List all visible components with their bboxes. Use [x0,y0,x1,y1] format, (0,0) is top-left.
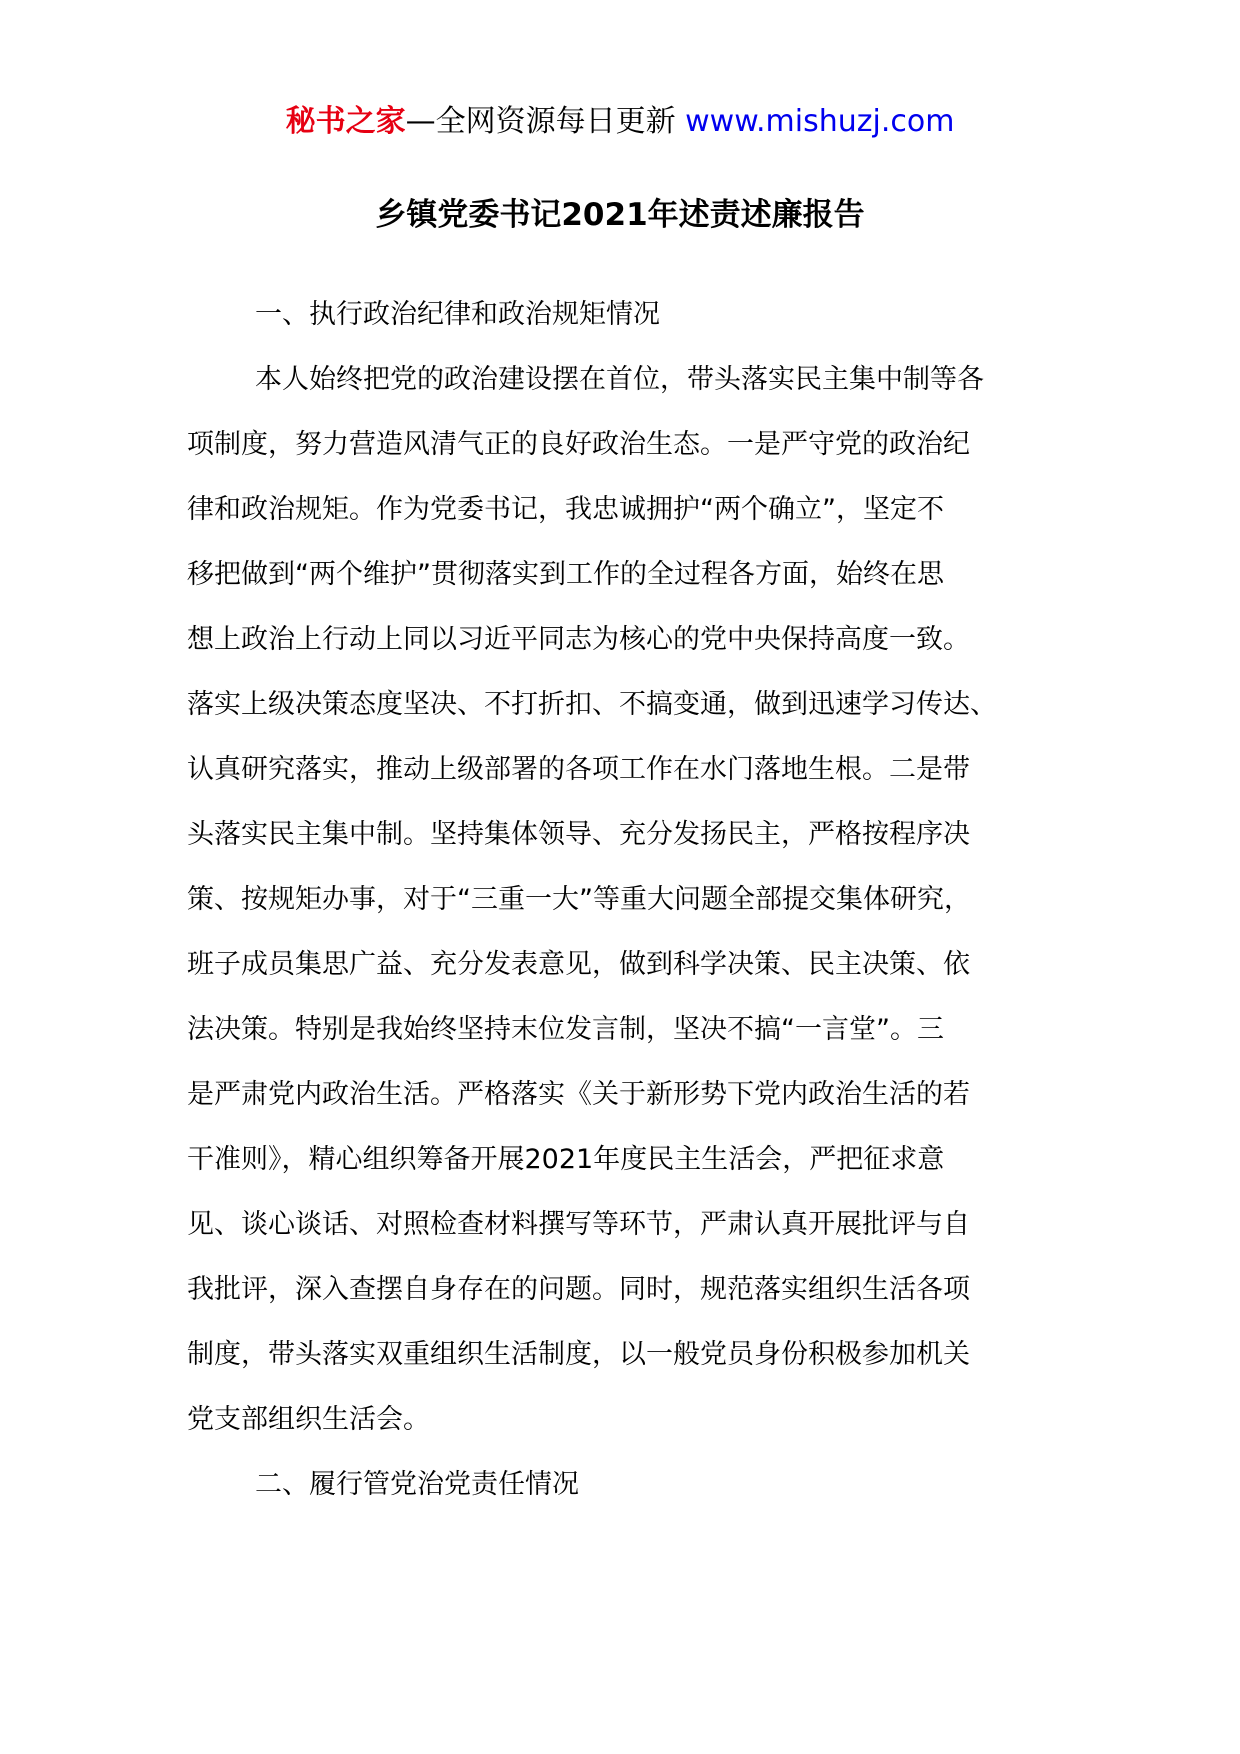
paragraph-line: 移把做到“两个维护”贯彻落实到工作的全过程各方面，始终在思 [187,559,944,590]
paragraph-line: 党支部组织生活会。 [187,1404,430,1435]
section-heading-1: 一、执行政治纪律和政治规矩情况 [255,299,660,330]
paragraph-line: 制度，带头落实双重组织生活制度，以一般党员身份积极参加机关 [187,1339,970,1370]
paragraph-line: 想上政治上行动上同以习近平同志为核心的党中央保持高度一致。 [187,624,970,655]
section-heading-2: 二、履行管党治党责任情况 [255,1469,579,1500]
paragraph-line: 本人始终把党的政治建设摆在首位，带头落实民主集中制等各 [255,364,984,395]
paragraph-line: 律和政治规矩。作为党委书记，我忠诚拥护“两个确立”，坚定不 [187,494,944,525]
paragraph-line: 是严肃党内政治生活。严格落实《关于新形势下党内政治生活的若 [187,1079,970,1110]
paragraph-line: 落实上级决策态度坚决、不打折扣、不搞变通，做到迅速学习传达、 [187,689,997,720]
paragraph-line: 项制度，努力营造风清气正的良好政治生态。一是严守党的政治纪 [187,429,970,460]
paragraph-line: 头落实民主集中制。坚持集体领导、充分发扬民主，严格按程序决 [187,819,970,850]
paragraph-line: 干准则》，精心组织筹备开展2021年度民主生活会，严把征求意 [187,1144,945,1175]
paragraph-line: 法决策。特别是我始终坚持末位发言制，坚决不搞“一言堂”。三 [187,1014,944,1045]
document-title: 乡镇党委书记2021年述责述廉报告 [375,197,865,233]
site-url-link[interactable]: www.mishuzj.com [685,104,955,139]
paragraph-line: 见、谈心谈话、对照检查材料撰写等环节，严肃认真开展批评与自 [187,1209,970,1240]
brand-name: 秘书之家 [285,104,406,139]
site-header [0,100,1240,144]
paragraph-line: 我批评，深入查摆自身存在的问题。同时，规范落实组织生活各项 [187,1274,970,1305]
paragraph-line: 策、按规矩办事，对于“三重一大”等重大问题全部提交集体研究， [187,884,971,915]
document-body [187,282,1047,1517]
paragraph-line: 认真研究落实，推动上级部署的各项工作在水门落地生根。二是带 [187,754,970,785]
header-tagline: —全网资源每日更新 [405,104,686,139]
paragraph-line: 班子成员集思广益、充分发表意见，做到科学决策、民主决策、依 [187,949,970,980]
paragraph-1 [187,347,1047,1452]
